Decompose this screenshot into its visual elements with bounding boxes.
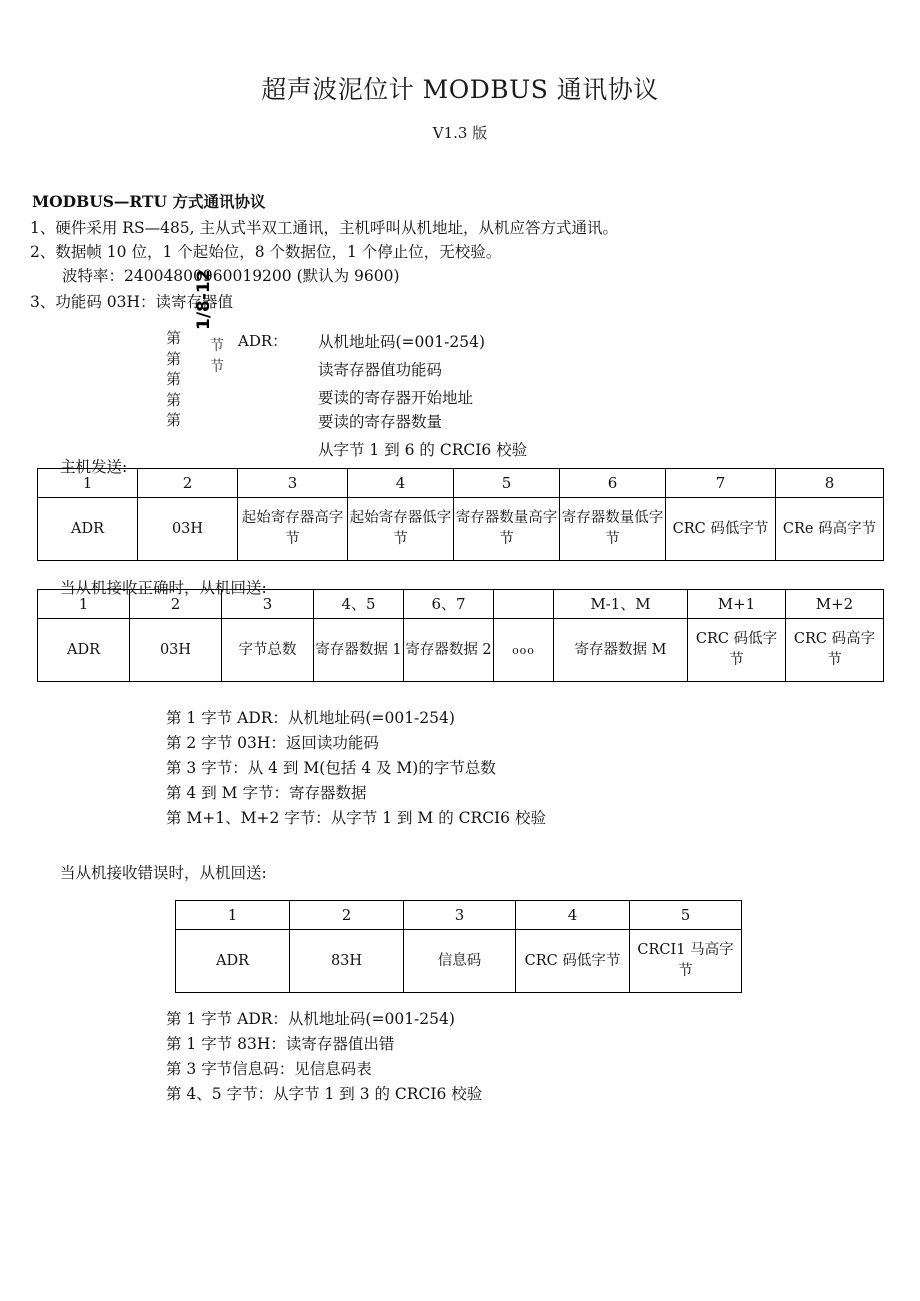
column-header: 3 xyxy=(222,590,314,619)
column-header: 7 xyxy=(666,469,776,498)
table-row xyxy=(38,619,884,682)
page-title: 超声波泥位计 MODBUS 通讯协议 xyxy=(261,75,659,104)
column-header-empty xyxy=(494,590,554,619)
column-header: M-1、M xyxy=(554,590,688,619)
column-header: 2 xyxy=(138,469,238,498)
zijie-char: 节 xyxy=(210,338,224,354)
section-heading-modbus-rtu: MODBUS—RTU 方式通讯协议 xyxy=(32,192,266,211)
explain-error-line: 第 1 字节 ADR：从机地址码(=001-254) xyxy=(166,1010,455,1028)
explain-ok-line: 第 2 字节 03H：返回读功能码 xyxy=(166,734,379,752)
intro-line-4: 3、功能码 03H：读寄存器值 xyxy=(30,293,234,311)
column-header: 1 xyxy=(176,901,290,930)
table-cell: 03H xyxy=(130,619,222,682)
table-cell: 寄存器数据 2 xyxy=(404,619,494,682)
di-char: 第 xyxy=(166,411,182,429)
table-cell: ADR xyxy=(176,930,290,993)
table-cell: 字节总数 xyxy=(222,619,314,682)
byte-description: 要读的寄存器数量 xyxy=(318,413,443,431)
table-cell: 起始寄存器低字节 xyxy=(348,498,454,561)
table-row xyxy=(176,930,742,993)
table-cell: 起始寄存器高字节 xyxy=(238,498,348,561)
explain-error-line: 第 4、5 字节：从字节 1 到 3 的 CRCI6 校验 xyxy=(166,1085,483,1103)
explain-ok-line: 第 M+1、M+2 字节：从字节 1 到 M 的 CRCI6 校验 xyxy=(166,809,546,827)
column-header: 2 xyxy=(290,901,404,930)
explain-error-line: 第 3 字节信息码：见信息码表 xyxy=(166,1060,372,1078)
table-master-send xyxy=(37,468,884,561)
rotated-overlap-text: 1/8-12 xyxy=(194,269,214,330)
table-cell: CRCI1 马高字节 xyxy=(630,930,742,993)
byte-description: 从机地址码(=001-254) xyxy=(318,333,485,351)
caption-slave-reply-ok: 当从机接收正确时，从机回送: xyxy=(60,579,267,597)
table-cell: ADR xyxy=(38,619,130,682)
table-cell: 寄存器数据 1 xyxy=(314,619,404,682)
document-version: V1.3 版 xyxy=(432,124,488,142)
di-character-column xyxy=(166,328,188,431)
table-header-row xyxy=(38,469,884,498)
column-header: 1 xyxy=(38,469,138,498)
explain-error-line: 第 1 字节 83H：读寄存器值出错 xyxy=(166,1035,395,1053)
caption-master-send: 主机发送: xyxy=(60,458,128,476)
intro-baud-rate: 波特率：24004800960019200 (默认为 9600) xyxy=(62,267,400,285)
di-char: 第 xyxy=(166,349,182,368)
table-cell: 寄存器数据 M xyxy=(554,619,688,682)
column-header: 6 xyxy=(560,469,666,498)
table-header-row xyxy=(38,590,884,619)
column-header: 1 xyxy=(38,590,130,619)
di-char: 第 xyxy=(166,390,182,409)
column-header: M+2 xyxy=(786,590,884,619)
table-cell: 信息码 xyxy=(404,930,516,993)
table-cell: CRC 码低字节 xyxy=(688,619,786,682)
table-cell-ellipsis: ooo xyxy=(494,619,554,682)
column-header: 6、7 xyxy=(404,590,494,619)
table-cell: 03H xyxy=(138,498,238,561)
table-cell: 寄存器数量低字节 xyxy=(560,498,666,561)
explain-ok-line: 第 1 字节 ADR：从机地址码(=001-254) xyxy=(166,709,455,727)
column-header: 5 xyxy=(454,469,560,498)
table-cell: CRe 码高字节 xyxy=(776,498,884,561)
di-char: 第 xyxy=(166,329,182,347)
column-header: 8 xyxy=(776,469,884,498)
column-header: M+1 xyxy=(688,590,786,619)
column-header: 5 xyxy=(630,901,742,930)
explain-ok-line: 第 3 字节：从 4 到 M(包括 4 及 M)的字节总数 xyxy=(166,759,496,777)
table-slave-reply-ok xyxy=(37,589,884,682)
table-cell: 寄存器数量高字节 xyxy=(454,498,560,561)
column-header: 2 xyxy=(130,590,222,619)
table-cell: 83H xyxy=(290,930,404,993)
table-cell: ADR xyxy=(38,498,138,561)
intro-line-1: 1、硬件采用 RS—485, 主从式半双工通讯，主机呼叫从机地址，从机应答方式通讯。 xyxy=(30,219,619,237)
table-header-row xyxy=(176,901,742,930)
zijie-char: 节 xyxy=(210,359,224,375)
column-header: 4、5 xyxy=(314,590,404,619)
column-header: 4 xyxy=(516,901,630,930)
byte-description: 要读的寄存器开始地址 xyxy=(318,389,474,407)
table-cell: CRC 码低字节 xyxy=(666,498,776,561)
explain-ok-line: 第 4 到 M 字节：寄存器数据 xyxy=(166,784,367,802)
caption-slave-reply-error: 当从机接收错误时，从机回送: xyxy=(60,864,267,882)
column-header: 3 xyxy=(238,469,348,498)
intro-line-2: 2、数据帧 10 位，1 个起始位，8 个数据位，1 个停止位，无校验。 xyxy=(30,243,502,261)
di-char: 第 xyxy=(166,370,182,388)
column-header: 3 xyxy=(404,901,516,930)
table-slave-reply-error xyxy=(175,900,742,993)
column-header: 4 xyxy=(348,469,454,498)
byte-description: 读寄存器值功能码 xyxy=(318,361,443,379)
zijie-character-column xyxy=(210,336,230,378)
table-row xyxy=(38,498,884,561)
byte-description: 从字节 1 到 6 的 CRCI6 校验 xyxy=(318,441,528,459)
table-cell: CRC 码低字节 xyxy=(516,930,630,993)
table-cell: CRC 码高字节 xyxy=(786,619,884,682)
adr-label: ADR： xyxy=(238,332,288,350)
